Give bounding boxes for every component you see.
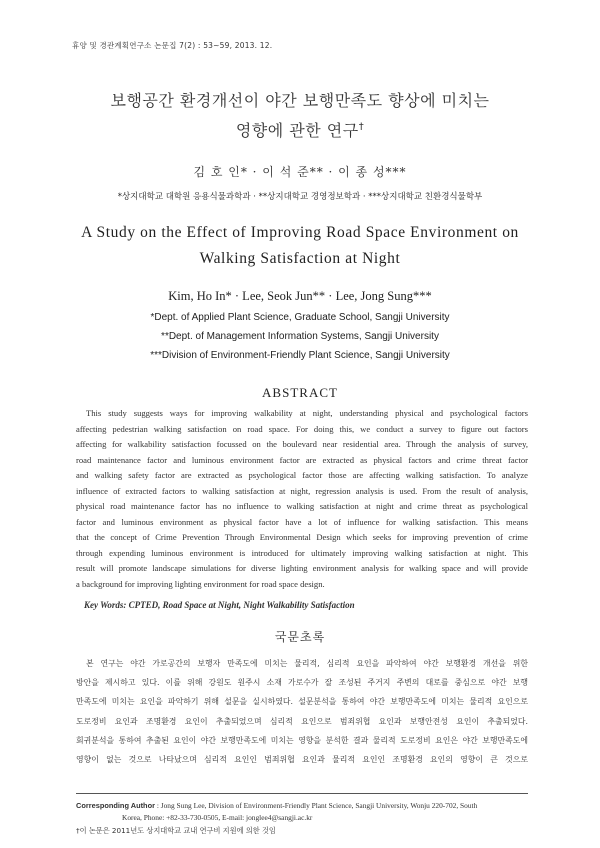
corresponding-author: [76, 800, 528, 824]
abstract-heading: ABSTRACT: [262, 385, 338, 400]
korean-affiliations: *상지대학교 대학원 응용식물과학과 · **상지대학교 경영정보학과 · ***상지대학교 친환경식물학부: [117, 192, 483, 202]
abstract-line: that the concept of Crime Prevention Through Environmental Design which seeks for improving prevention of crime: [76, 532, 528, 543]
abstract-line: a background for improving lighting environment for road space design.: [76, 579, 325, 590]
korean-abstract-line: 방안을 제시하고 있다. 이를 위해 강원도 원주시 소재 가로수가 잘 조성된 주거지 주변의 대로를 중심으로 야간 보행: [76, 678, 528, 688]
english-title-line2: Walking Satisfaction at Night: [199, 250, 401, 267]
korean-authors: 김 호 인* · 이 석 준** · 이 종 성***: [193, 165, 407, 179]
korean-abstract-heading: 국문초록: [274, 630, 326, 644]
abstract-body: [76, 406, 528, 593]
abstract-line: physical road maintenance factor has no influence to walking satisfaction at night and crime threat as psychological: [76, 501, 528, 512]
english-title-line1: A Study on the Effect of Improving Road Space Environment on: [81, 224, 519, 241]
abstract-line: result will promote landscape simulations for diverse lighting environment analysis for walking space and will provide: [76, 563, 528, 574]
english-affiliation-3: ***Division of Environment-Friendly Plant Science, Sangji University: [150, 350, 450, 361]
abstract-line: road maintenance factor and luminous environment factor are extracted as physical factors and crime threat factor: [76, 454, 528, 465]
abstract-line: factor and luminous environment as physical factor have a lot of influence for walking satisfaction. This means: [76, 516, 528, 527]
korean-abstract-line: 만족도에 미치는 요인을 파악하기 위해 설문을 실시하였다. 설문분석을 통하여 야간 보행만족도에 미치는 물리적 요인으로: [76, 697, 528, 707]
korean-abstract-line: 영향이 없는 것으로 나타났으며 심리적 요인인 범죄위협 요인과 물리적 요인인 조명환경 요인의 영향이 큰 것으로: [76, 755, 528, 765]
korean-abstract-line: 도로정비 요인과 조명환경 요인이 추출되었으며 심리적 요인으로 범죄위협 요인과 보행안전성 요인이 추출되었다.: [76, 716, 528, 726]
korean-abstract-line: 회귀분석을 통하여 추출된 요인이 야간 보행만족도에 미치는 영향을 분석한 결과 물리적 도로정비 요인은 야간 보행만족도에: [76, 735, 528, 745]
english-affiliation-1: *Dept. of Applied Plant Science, Graduate School, Sangji University: [150, 312, 450, 323]
abstract-line: through expending luminous environment is introduced for ultimately improving walking satisfaction at night. This: [76, 547, 528, 558]
abstract-line: This study suggests ways for improving walkability at night, understanding physical and psychological factors: [86, 408, 528, 418]
abstract-line: and walking safety factor are extracted as psychological factor those are affecting walking satisfaction. To analyze: [76, 470, 528, 481]
korean-title-line2: [0, 118, 600, 141]
title-dagger: †: [358, 121, 365, 133]
corresponding-author-label: Corresponding Author: [76, 801, 155, 810]
keywords: Key Words: CPTED, Road Space at Night, Night Walkability Satisfaction: [84, 600, 355, 610]
funding-footnote: †이 논문은 2011년도 상지대학교 교내 연구비 지원에 의한 것임: [76, 826, 276, 835]
korean-abstract-body: [76, 654, 528, 769]
korean-title-line2-text: 영향에 관한 연구: [235, 121, 359, 140]
english-affiliation-2: **Dept. of Management Information Systems, Sangji University: [161, 331, 439, 342]
korean-title-line1: 보행공간 환경개선이 야간 보행만족도 향상에 미치는: [110, 91, 490, 110]
footnote-divider: [76, 793, 528, 794]
korean-abstract-line: 본 연구는 야간 가로공간의 보행자 만족도에 미치는 물리적, 심리적 요인을 파악하여 야간 보행환경 개선을 위한: [86, 659, 528, 668]
abstract-line: influence of extracted factors to walking satisfaction at night, regression analysis is used. From the result of analysis,: [76, 485, 528, 496]
abstract-line: affecting pedestrian walking satisfaction on road space. For doing this, we conduct a survey to figure out factors: [76, 423, 528, 434]
corresponding-author-line1: : Jong Sung Lee, Division of Environment-Friendly Plant Science, Sangji University, Wonju 220-702, South: [156, 801, 478, 810]
journal-header: 휴양 및 경관계획연구소 논문집 7(2) : 53~59, 2013. 12.: [72, 41, 273, 50]
corresponding-author-line2: Korea, Phone: +82-33-730-0505, E-mail: jonglee4@sangji.ac.kr: [122, 813, 313, 822]
abstract-line: affecting for walkability satisfaction focussed on the boulevard near residential area. Through the analysis of survey,: [76, 439, 528, 450]
english-authors: Kim, Ho In* · Lee, Seok Jun** · Lee, Jong Sung***: [168, 289, 432, 303]
